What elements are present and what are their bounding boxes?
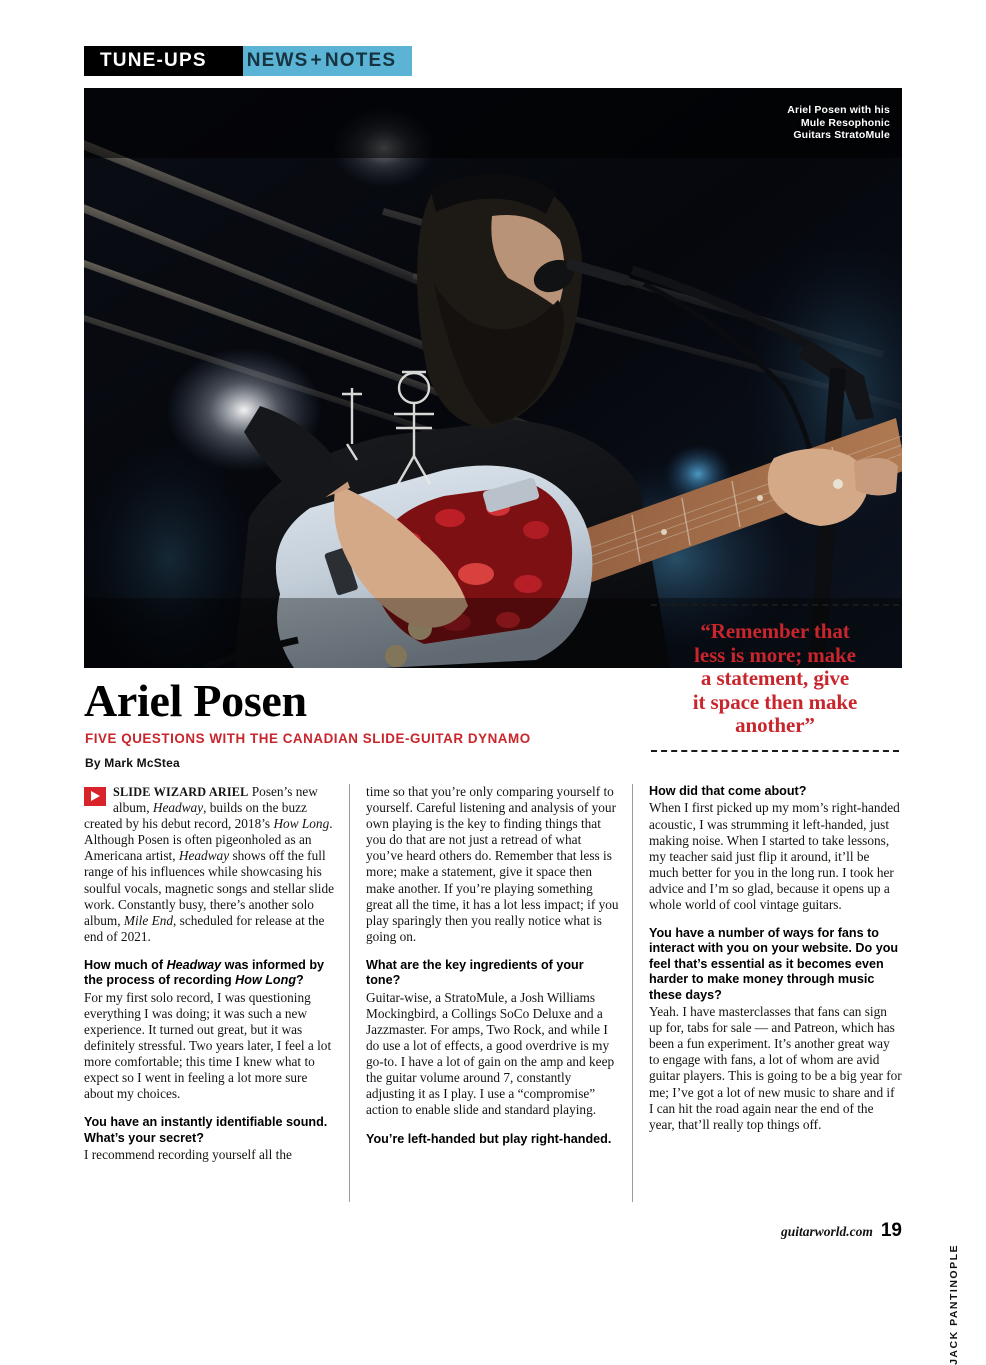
intro-text-e: , scheduled for release at the end of 2021.: [84, 912, 325, 944]
intro-album-3: Headway: [178, 848, 230, 864]
article-columns: [84, 784, 902, 1202]
column-3: [649, 784, 902, 1202]
pull-quote-text: [651, 606, 899, 750]
question-4: You’re left-handed but play right-handed.: [366, 1131, 612, 1146]
column-rule-2: [632, 784, 633, 1202]
answer-3: Guitar-wise, a StratoMule, a Josh Williams Mockingbird, a Collings SoCo Deluxe and a Jazzmaster. For amps, Two Rock, and while I do use a lot of effects, a good overdrive is my go-to. I have a lot of gain on the amp and keep the guitar volume around 7, constantly adjusting it as I play. I use a “compromise” action to enable slide and standard playing.: [366, 989, 615, 1118]
page-footer: [781, 1220, 902, 1242]
intro-text-c: . Although Posen is often pigeonholed as an Americana artist,: [84, 816, 333, 864]
photo-caption: [787, 104, 890, 142]
question-1-part-2: was informed by the process of recording: [84, 957, 325, 988]
column-1: [84, 784, 337, 1202]
question-3: What are the key ingredients of your tone?: [366, 957, 584, 988]
page-number: 19: [880, 1220, 902, 1241]
question-2: You have an instantly identifiable sound. What’s your secret?: [84, 1115, 328, 1145]
play-triangle-icon: [84, 787, 106, 806]
intro-text-a: Posen’s new album,: [113, 784, 318, 816]
intro-lead-in: SLIDE WIZARD ARIEL: [113, 785, 249, 799]
question-1-part-1: How much of: [84, 957, 167, 972]
intro-album-4: Mile End: [123, 912, 174, 928]
page-title: Ariel Posen: [84, 675, 307, 726]
answer-5: When I first picked up my mom’s right-handed acoustic, I was strumming it left-handed, just making noise. When I started to take lessons, my teacher said just flip it around, it’ll be much better for you in the long run. I took her advice and I’m so glad, because it opens up a whole world of cool vintage guitars.: [649, 800, 900, 912]
answer-2-part-2: time so that you’re only comparing yourself to yourself. Careful listening and analysis of your own playing is the key to finding things that you do that are not just a retread of what you’ve heard others do. Remember that less is more; make a statement, give it space then make another. If you’re playing something great all the time, it has a lot less impact; if you play sparingly then you really notice what is going on.: [366, 784, 619, 944]
category-right: NOTES: [324, 50, 397, 71]
section-banner: [84, 46, 412, 76]
pull-quote-bottom-rule: [651, 750, 899, 752]
question-1-italic-2: How Long: [235, 973, 297, 988]
plus-icon: +: [310, 50, 323, 71]
question-1: [84, 958, 337, 989]
section-label: TUNE-UPS: [84, 46, 221, 76]
intro-text-d: shows off the full range of his influences while showcasing his soulful vocals, magnetic songs and stellar slide work. Constantly busy, there’s another solo album,: [84, 848, 335, 928]
intro-text-b: , builds on the buzz created by his debut record, 2018’s: [84, 800, 307, 832]
answer-1: For my first solo record, I was questioning everything I was doing; it was such a new experience. It turned out great, but it was definitely stressful. Two years later, I feel a lot more comfortable; this time I knew what to expect so I went in feeling a lot more sure about my choices.: [84, 989, 332, 1102]
pull-quote-line-3: a statement, give: [700, 666, 850, 690]
question-1-part-3: ?: [296, 973, 304, 988]
photo-credit: JACK PANTINOPLE: [948, 1244, 960, 1365]
answer-2-part-1: I recommend recording yourself all the: [84, 1147, 292, 1163]
intro-album-1: Headway: [152, 800, 204, 816]
column-rule-1: [349, 784, 350, 1202]
photo-caption-line-2: Mule Resophonic: [800, 116, 890, 129]
website-url: guitarworld.com: [780, 1224, 873, 1239]
question-5: How did that come about?: [649, 784, 807, 798]
banner-arrow-icon: [221, 46, 243, 76]
photo-illustration: [84, 88, 902, 668]
pull-quote-line-2: less is more; make: [694, 642, 856, 667]
article-byline: By Mark McStea: [85, 756, 180, 770]
intro-paragraph: [84, 784, 337, 945]
pull-quote-line-5: another”: [735, 713, 815, 737]
pull-quote: [651, 604, 899, 752]
question-1-italic-1: Headway: [166, 957, 222, 972]
intro-album-2: How Long: [273, 816, 330, 832]
category-label: [221, 46, 413, 76]
photo-caption-line-3: Guitars StratoMule: [793, 129, 890, 141]
pull-quote-line-1: “Remember that: [700, 619, 850, 643]
category-left: NEWS: [246, 50, 309, 71]
question-6: You have a number of ways for fans to interact with you on your website. Do you feel that’s essential as it becomes even harder to make money through music these days?: [649, 926, 899, 1002]
photo-caption-line-1: Ariel Posen with his: [787, 104, 890, 116]
article-photo: [84, 88, 902, 668]
article-subhead: FIVE QUESTIONS WITH THE CANADIAN SLIDE-GUITAR DYNAMO: [85, 731, 531, 746]
column-2: [366, 784, 619, 1202]
answer-6: Yeah. I have masterclasses that fans can sign up for, tabs for sale — and Patreon, which has been a fun experiment. It’s another great way to engage with fans, a lot of whom are avid guitar players. This is going to be a big year for me; I’ve got a lot of new music to share and if I can hit the road again near the end of the year, that’ll really top things off.: [649, 1004, 902, 1132]
pull-quote-line-4: it space then make: [692, 689, 858, 714]
